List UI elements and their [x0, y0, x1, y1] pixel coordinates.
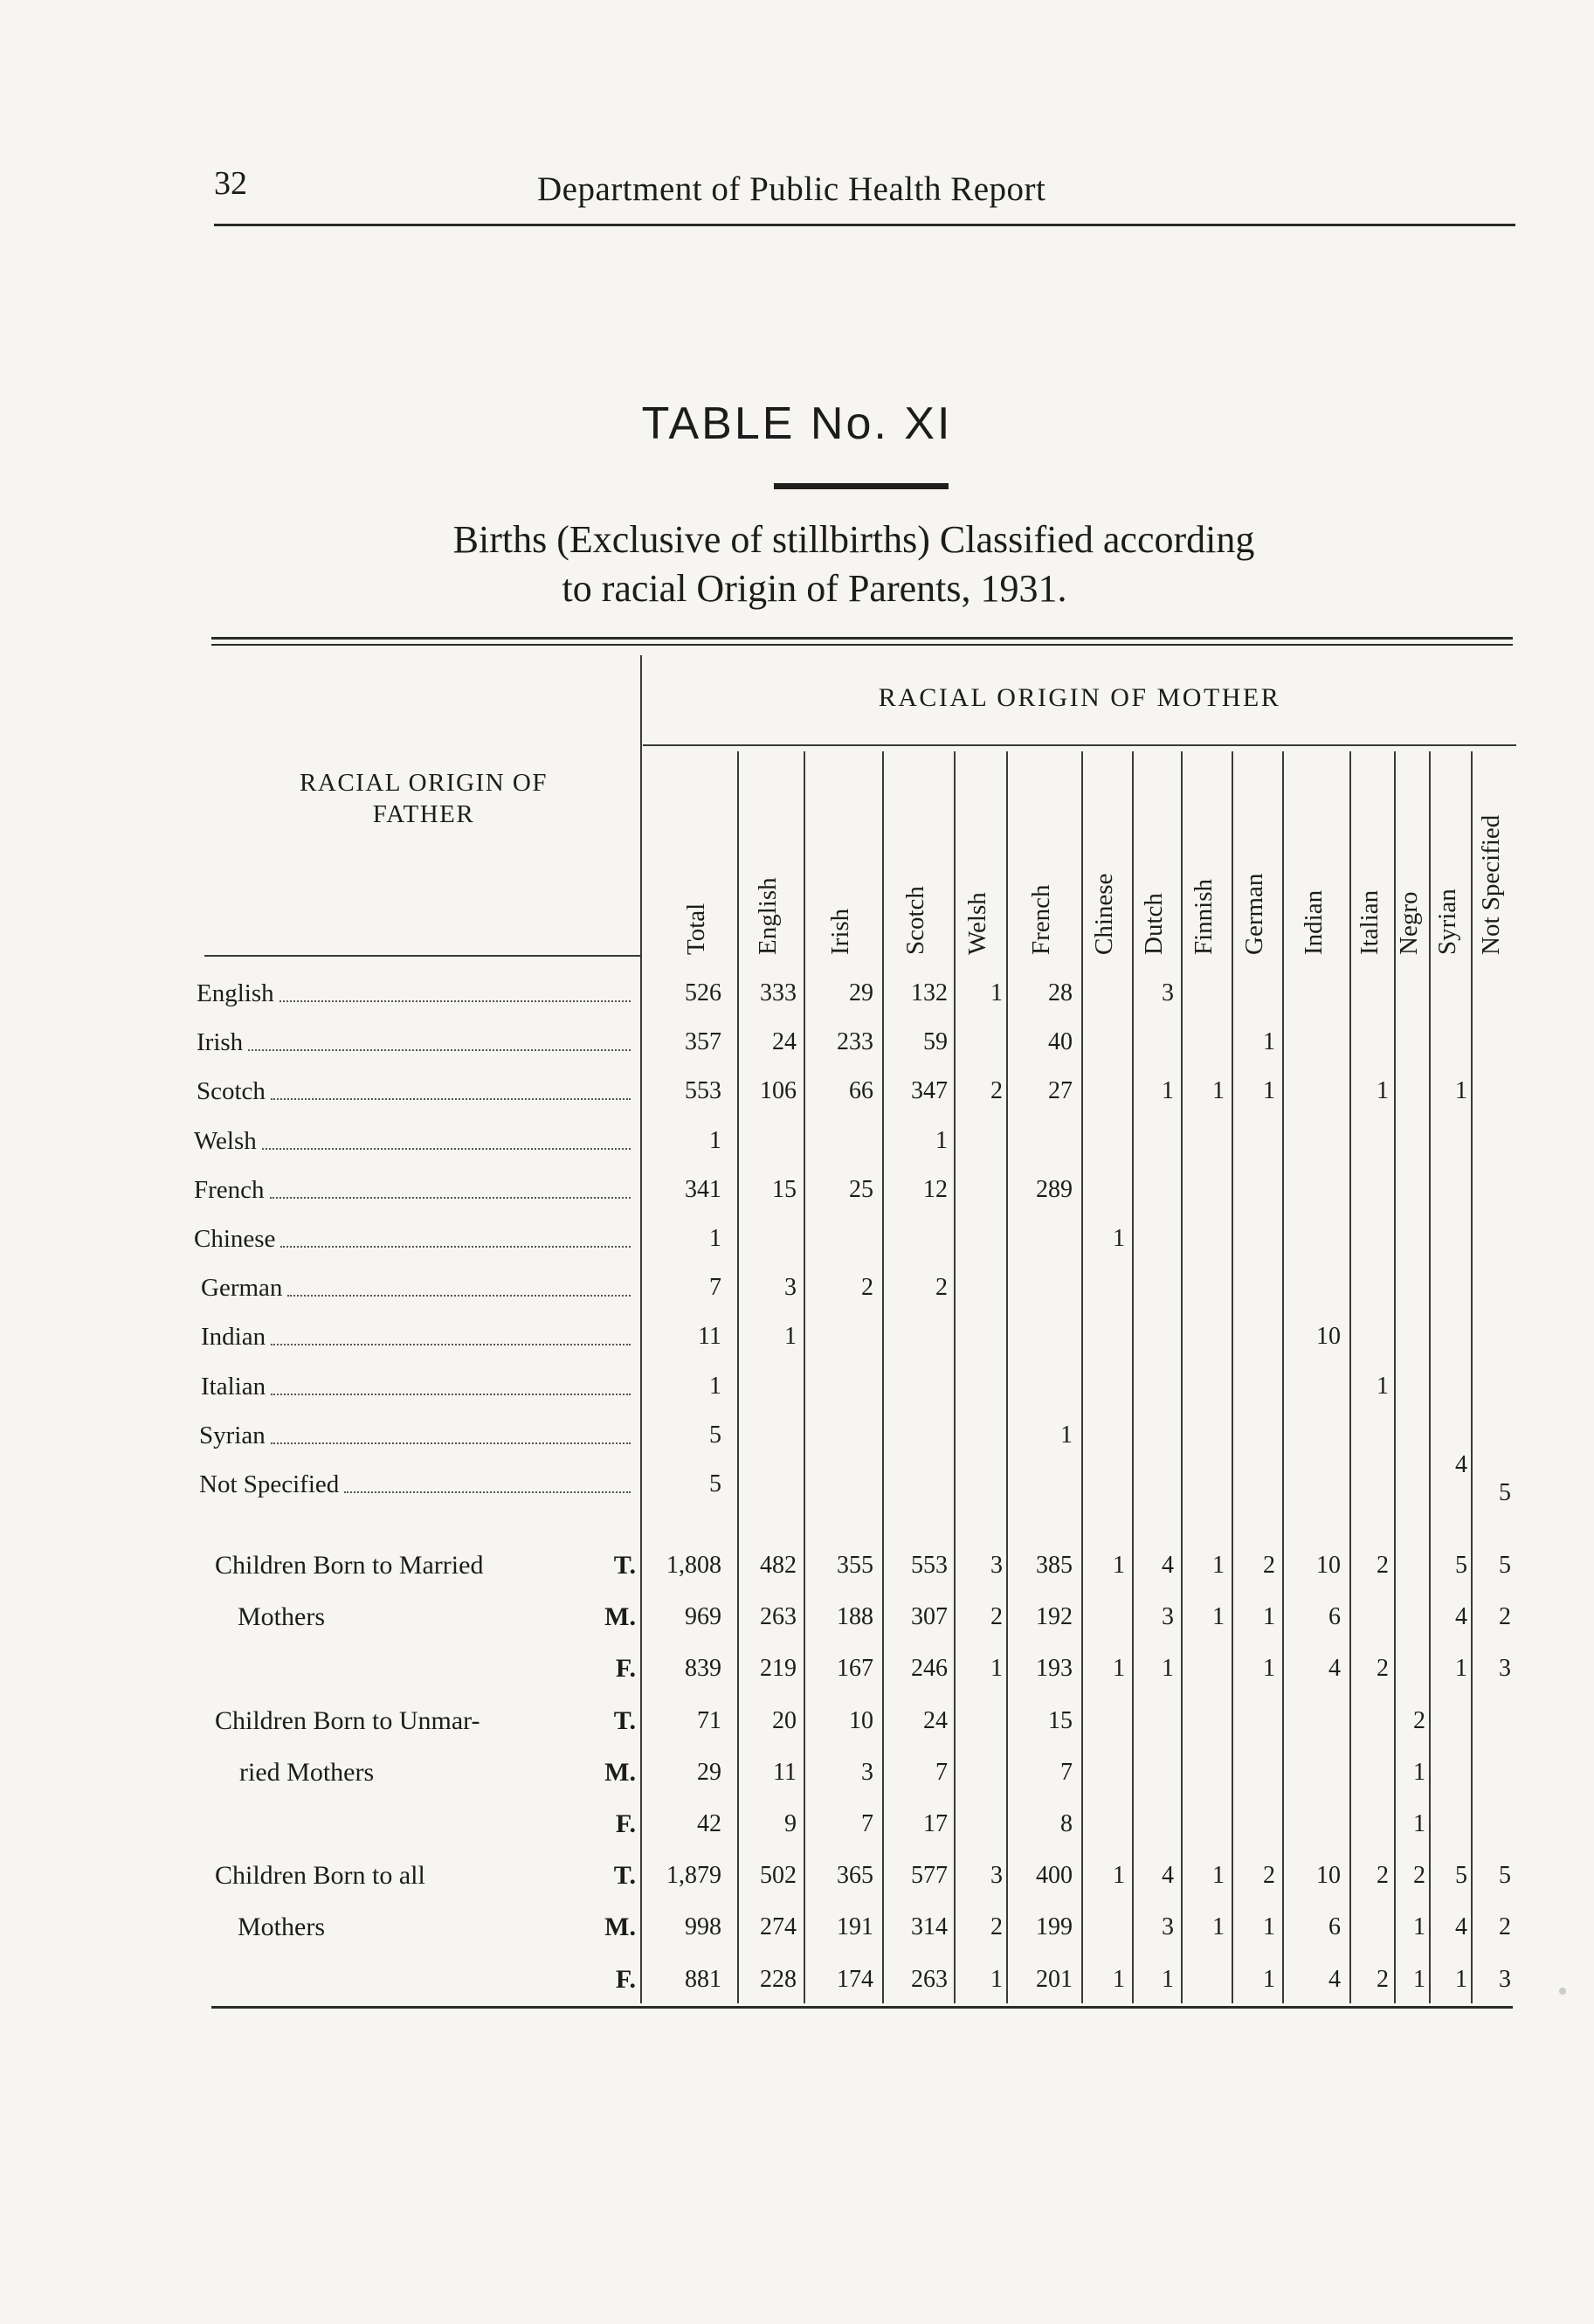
sex-marker: F. [615, 1964, 636, 1994]
table-cell: 2 [990, 1077, 1003, 1105]
table-cell: 188 [837, 1603, 873, 1631]
table-cell: 1 [1377, 1372, 1389, 1400]
table-cell: 1 [1455, 1655, 1467, 1683]
table-cell: 9 [784, 1810, 797, 1837]
table-cell: 1 [709, 1372, 721, 1400]
column-header-not-specified: Not Specified [1477, 814, 1505, 955]
table-cell: 10 [1316, 1862, 1341, 1890]
table-cell: 3 [1162, 979, 1174, 1006]
table-cell: 193 [1036, 1655, 1073, 1683]
dot-leader [271, 1442, 631, 1444]
table-cell: 1 [1162, 1965, 1174, 1993]
table-cell: 5 [1499, 1552, 1511, 1579]
table-cell: 28 [1048, 979, 1073, 1006]
table-cell: 5 [709, 1421, 721, 1449]
column-divider-line [1429, 751, 1431, 2003]
table-cell: 347 [911, 1077, 948, 1105]
table-cell: 2 [1499, 1603, 1511, 1631]
column-header-scotch: Scotch [901, 886, 929, 955]
row-label-welsh: Welsh [194, 1126, 257, 1155]
group-label-line: Mothers [238, 1602, 325, 1632]
table-cell: 3 [1162, 1603, 1174, 1631]
column-divider-line [1232, 751, 1233, 2003]
column-header-german: German [1240, 873, 1268, 955]
column-divider-line [1471, 751, 1473, 2003]
column-divider-line [1181, 751, 1183, 2003]
table-cell: 3 [990, 1862, 1003, 1890]
table-number: TABLE No. XI [641, 398, 953, 449]
table-cell: 881 [685, 1965, 721, 1993]
table-cell: 192 [1036, 1603, 1073, 1631]
column-header-irish: Irish [826, 908, 854, 955]
table-cell: 1 [1113, 1965, 1125, 1993]
table-cell: 400 [1036, 1862, 1073, 1890]
table-cell: 15 [772, 1175, 797, 1203]
dot-leader [344, 1491, 631, 1493]
dot-leader [280, 1246, 631, 1248]
table-cell: 1 [1263, 1603, 1275, 1631]
column-header-negro: Negro [1395, 891, 1423, 955]
table-cell: 385 [1036, 1552, 1073, 1579]
table-cell: 1 [1263, 1913, 1275, 1941]
table-cell: 1 [1162, 1077, 1174, 1105]
table-cell: 263 [911, 1965, 948, 1993]
mother-heading: RACIAL ORIGIN OF MOTHER [878, 683, 1281, 712]
table-cell: 526 [685, 979, 721, 1006]
table-cell: 1 [1263, 1077, 1275, 1105]
table-cell: 8 [1060, 1810, 1073, 1837]
table-cell: 1 [1162, 1655, 1174, 1683]
table-cell: 167 [837, 1655, 873, 1683]
table-cell: 7 [1060, 1758, 1073, 1786]
dot-leader [248, 1049, 631, 1051]
table-cell: 2 [1377, 1552, 1389, 1579]
table-cell: 1 [1113, 1862, 1125, 1890]
column-header-chinese: Chinese [1090, 873, 1118, 955]
table-cell: 4 [1455, 1913, 1467, 1941]
table-cell: 66 [849, 1077, 873, 1105]
column-header-welsh: Welsh [963, 892, 991, 955]
table-cell: 10 [1316, 1552, 1341, 1579]
sex-marker: F. [615, 1809, 636, 1838]
table-cell: 314 [911, 1913, 948, 1941]
row-label-not-specified: Not Specified [199, 1470, 340, 1498]
row-label-french: French [194, 1175, 265, 1204]
table-cell: 289 [1036, 1175, 1073, 1203]
table-cell: 1 [1212, 1862, 1225, 1890]
row-label-english: English [197, 979, 274, 1007]
table-cell: 1 [1212, 1077, 1225, 1105]
table-cell: 4 [1162, 1552, 1174, 1579]
table-cell: 3 [1499, 1965, 1511, 1993]
sex-marker: M. [604, 1602, 636, 1632]
table-cell: 263 [760, 1603, 797, 1631]
table-cell: 1 [1060, 1421, 1073, 1449]
table-cell: 29 [849, 979, 873, 1006]
row-label-german: German [201, 1274, 283, 1303]
table-cell: 1 [784, 1323, 797, 1351]
table-cell: 5 [1455, 1552, 1467, 1579]
table-cell: 1 [1413, 1810, 1425, 1837]
column-header-total: Total [682, 903, 710, 955]
table-cell: 71 [697, 1706, 721, 1734]
table-cell: 174 [837, 1965, 873, 1993]
table-cell: 577 [911, 1862, 948, 1890]
row-label-syrian: Syrian [199, 1421, 266, 1449]
table-cell: 4 [1162, 1862, 1174, 1890]
table-cell: 553 [685, 1077, 721, 1105]
group-label-line: Children Born to all [215, 1861, 425, 1891]
table-cell: 7 [861, 1810, 873, 1837]
table-cell: 24 [772, 1028, 797, 1056]
row-label-irish: Irish [197, 1028, 244, 1057]
column-header-italian: Italian [1355, 889, 1384, 955]
table-cell: 11 [773, 1758, 797, 1786]
dot-leader [271, 1344, 631, 1345]
table-cell: 201 [1036, 1965, 1073, 1993]
table-cell: 3 [1162, 1913, 1174, 1941]
caption-line-2: to racial Origin of Parents, 1931. [562, 567, 1067, 610]
column-header-french: French [1027, 884, 1055, 955]
group-label-line: ried Mothers [239, 1757, 375, 1787]
sex-marker: T. [613, 1705, 636, 1735]
table-cell: 5 [1499, 1479, 1511, 1506]
table-cell: 357 [685, 1028, 721, 1056]
table-cell: 12 [923, 1175, 948, 1203]
table-cell: 5 [1455, 1862, 1467, 1890]
table-cell: 10 [849, 1706, 873, 1734]
table-cell: 1 [1413, 1913, 1425, 1941]
table-cell: 3 [784, 1274, 797, 1302]
table-cell: 3 [861, 1758, 873, 1786]
table-cell: 4 [1328, 1965, 1341, 1993]
table-cell: 2 [1413, 1706, 1425, 1734]
table-cell: 2 [1263, 1552, 1275, 1579]
sex-marker: T. [613, 1861, 636, 1891]
table-cell: 1 [990, 1655, 1003, 1683]
table-cell: 274 [760, 1913, 797, 1941]
column-divider-line [954, 751, 956, 2003]
table-cell: 1 [1263, 1965, 1275, 1993]
caption-line-1: Births (Exclusive of stillbirths) Classified according [452, 518, 1255, 561]
table-cell: 365 [837, 1862, 873, 1890]
table-cell: 199 [1036, 1913, 1073, 1941]
table-cell: 1,879 [666, 1862, 721, 1890]
table-cell: 1 [1263, 1655, 1275, 1683]
column-header-syrian: Syrian [1433, 889, 1461, 955]
sex-marker: M. [604, 1912, 636, 1942]
table-cell: 355 [837, 1552, 873, 1579]
table-cell: 6 [1328, 1603, 1341, 1631]
table-cell: 1 [1113, 1225, 1125, 1252]
table-cell: 1 [990, 979, 1003, 1006]
table-cell: 2 [1263, 1862, 1275, 1890]
column-header-finnish: Finnish [1190, 878, 1218, 955]
table-cell: 17 [923, 1810, 948, 1837]
table-cell: 2 [1377, 1965, 1389, 1993]
table-cell: 1 [1377, 1077, 1389, 1105]
dot-leader [271, 1098, 631, 1100]
dot-leader [262, 1148, 631, 1150]
table-cell: 2 [1377, 1655, 1389, 1683]
table-cell: 15 [1048, 1706, 1073, 1734]
row-label-chinese: Chinese [194, 1225, 276, 1253]
table-cell: 2 [935, 1274, 948, 1302]
table-cell: 246 [911, 1655, 948, 1683]
father-heading [218, 767, 629, 830]
table-cell: 1 [1212, 1603, 1225, 1631]
table-cell: 341 [685, 1175, 721, 1203]
table-cell: 1 [1113, 1552, 1125, 1579]
table-cell: 1 [1413, 1965, 1425, 1993]
row-label-indian: Indian [201, 1323, 266, 1352]
table-cell: 2 [1499, 1913, 1511, 1941]
row-label-italian: Italian [201, 1372, 266, 1401]
table-cell: 25 [849, 1175, 873, 1203]
column-header-english: English [754, 877, 782, 955]
table-cell: 333 [760, 979, 797, 1006]
table-cell: 191 [837, 1913, 873, 1941]
table-cell: 1 [709, 1225, 721, 1252]
sex-marker: M. [604, 1757, 636, 1787]
group-label-line: Children Born to Married [215, 1551, 484, 1580]
table-cell: 10 [1316, 1323, 1341, 1351]
table-cell: 2 [861, 1274, 873, 1302]
table-cell: 1 [990, 1965, 1003, 1993]
scan-speck [1559, 1988, 1566, 1995]
table-cell: 106 [760, 1077, 797, 1105]
table-cell: 59 [923, 1028, 948, 1056]
table-cell: 20 [772, 1706, 797, 1734]
dot-leader [287, 1295, 631, 1297]
table-bottom-rule [211, 2006, 1513, 2009]
table-cell: 29 [697, 1758, 721, 1786]
mother-subhead-rule [643, 744, 1516, 746]
table-cell: 233 [837, 1028, 873, 1056]
column-header-indian: Indian [1299, 889, 1328, 955]
page-number: 32 [214, 165, 247, 202]
table-cell: 5 [709, 1470, 721, 1497]
sex-marker: F. [615, 1654, 636, 1684]
table-cell: 1 [1212, 1552, 1225, 1579]
table-cell: 482 [760, 1552, 797, 1579]
father-heading-line-2: FATHER [372, 800, 475, 828]
table-cell: 4 [1455, 1603, 1467, 1631]
table-cell: 1,808 [666, 1552, 721, 1579]
sex-marker: T. [613, 1551, 636, 1580]
table-cell: 24 [923, 1706, 948, 1734]
table-cell: 3 [990, 1552, 1003, 1579]
table-cell: 1 [935, 1126, 948, 1154]
father-heading-line-1: RACIAL ORIGIN OF [300, 769, 548, 797]
table-cell: 998 [685, 1913, 721, 1941]
column-divider-line [1081, 751, 1083, 2003]
table-cell: 2 [1413, 1862, 1425, 1890]
table-cell: 2 [990, 1603, 1003, 1631]
table-cell: 307 [911, 1603, 948, 1631]
table-cell: 1 [1263, 1028, 1275, 1056]
table-cell: 5 [1499, 1862, 1511, 1890]
table-cell: 1 [1212, 1913, 1225, 1941]
table-cell: 7 [709, 1274, 721, 1302]
table-cell: 839 [685, 1655, 721, 1683]
table-cell: 2 [990, 1913, 1003, 1941]
table-cell: 40 [1048, 1028, 1073, 1056]
table-cell: 4 [1455, 1450, 1467, 1478]
table-cell: 6 [1328, 1913, 1341, 1941]
stub-head-rule [204, 955, 640, 957]
group-label-line: Mothers [238, 1912, 325, 1942]
table-cell: 7 [935, 1758, 948, 1786]
table-cell: 1 [1113, 1655, 1125, 1683]
table-cell: 132 [911, 979, 948, 1006]
row-label-scotch: Scotch [197, 1077, 266, 1106]
table-cell: 1 [1455, 1077, 1467, 1105]
table-cell: 27 [1048, 1077, 1073, 1105]
dot-leader [279, 1000, 631, 1002]
table-cell: 553 [911, 1552, 948, 1579]
table-cell: 219 [760, 1655, 797, 1683]
table-cell: 4 [1328, 1655, 1341, 1683]
dot-leader [271, 1394, 631, 1395]
table-cell: 502 [760, 1862, 797, 1890]
column-divider-line [1132, 751, 1134, 2003]
table-cell: 2 [1377, 1862, 1389, 1890]
table-cell: 3 [1499, 1655, 1511, 1683]
table-cell: 1 [709, 1126, 721, 1154]
table-cell: 969 [685, 1603, 721, 1631]
table-cell: 42 [697, 1810, 721, 1837]
column-header-dutch: Dutch [1140, 893, 1168, 955]
group-label-line: Children Born to Unmar- [215, 1705, 480, 1735]
table-cell: 1 [1455, 1965, 1467, 1993]
table-cell: 11 [698, 1323, 721, 1351]
dot-leader [270, 1197, 631, 1199]
table-cell: 1 [1413, 1758, 1425, 1786]
table-cell: 228 [760, 1965, 797, 1993]
report-title: Department of Public Health Report [537, 170, 1046, 208]
